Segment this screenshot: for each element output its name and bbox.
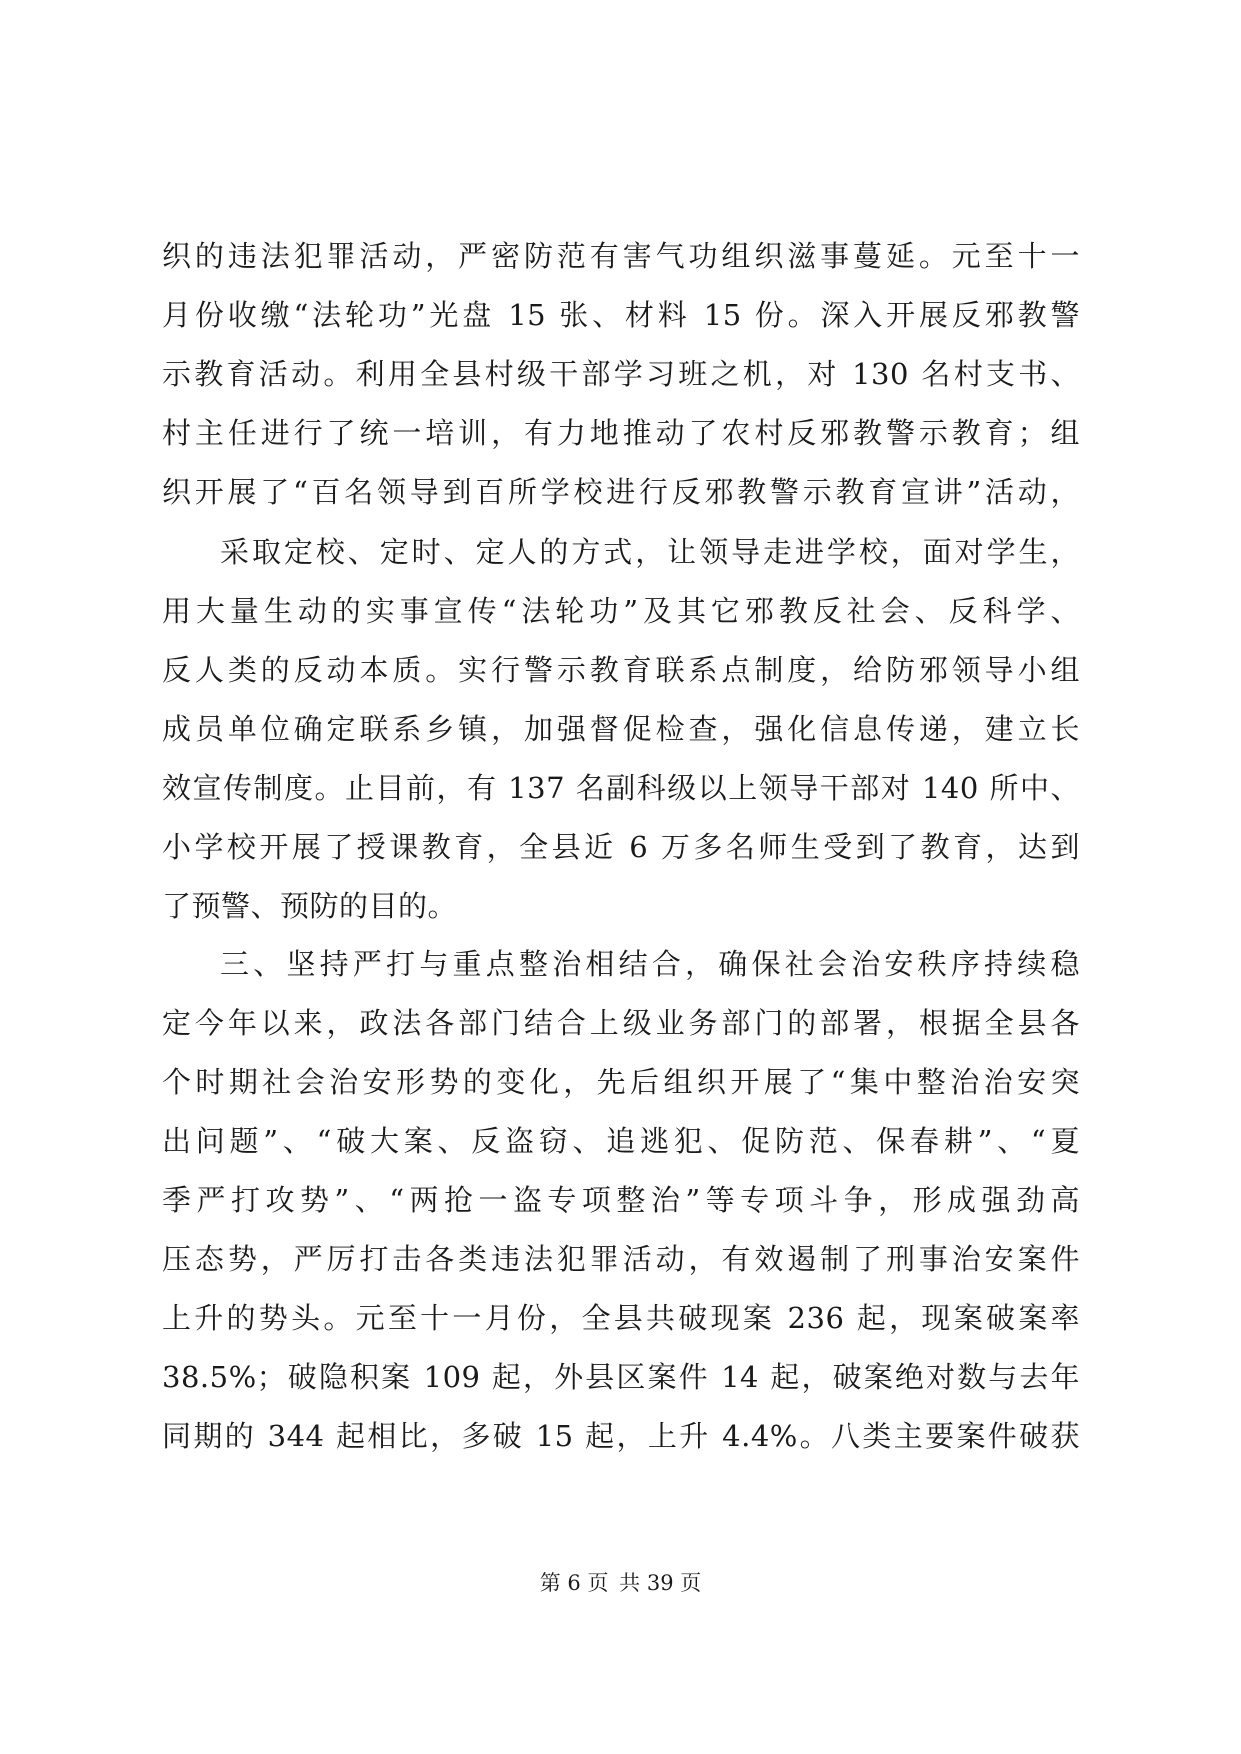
text-line: 上升的势头。元至十一月份，全县共破现案 236 起，现案破案率: [162, 1301, 1080, 1335]
text-line: 反人类的反动本质。实行警示教育联系点制度，给防邪领导小组: [162, 653, 1080, 687]
total-pages: 共 39 页: [619, 1571, 702, 1595]
text-line: 定今年以来，政法各部门结合上级业务部门的部署，根据全县各: [162, 1006, 1080, 1040]
text-line: 示教育活动。利用全县村级干部学习班之机，对 130 名村支书、: [162, 357, 1080, 391]
text-line: 织开展了“百名领导到百所学校进行反邪教警示教育宣讲”活动，: [162, 475, 1080, 509]
page-number: 第 6 页: [539, 1571, 609, 1595]
text-line: 个时期社会治安形势的变化，先后组织开展了“集中整治治安突: [162, 1065, 1080, 1099]
text-line: 了预警、预防的目的。: [162, 889, 458, 923]
page-footer: [0, 1568, 1241, 1598]
text-line: 用大量生动的实事宣传“法轮功”及其它邪教反社会、反科学、: [162, 594, 1080, 628]
text-line: 38.5%；破隐积案 109 起，外县区案件 14 起，破案绝对数与去年: [162, 1360, 1080, 1394]
text-line: 同期的 344 起相比，多破 15 起，上升 4.4%。八类主要案件破获: [162, 1419, 1080, 1453]
text-line: 小学校开展了授课教育，全县近 6 万多名师生受到了教育，达到: [162, 830, 1080, 864]
text-line: 采取定校、定时、定人的方式，让领导走进学校，面对学生，: [220, 535, 1080, 569]
paragraph-1: [162, 227, 1080, 522]
text-line: 成员单位确定联系乡镇，加强督促检查，强化信息传递，建立长: [162, 712, 1080, 746]
text-line: 村主任进行了统一培训，有力地推动了农村反邪教警示教育；组: [162, 416, 1080, 450]
text-line: 织的违法犯罪活动，严密防范有害气功组织滋事蔓延。元至十一: [162, 239, 1080, 273]
text-line: 季严打攻势”、“两抢一盗专项整治”等专项斗争，形成强劲高: [162, 1183, 1080, 1217]
paragraph-2: [162, 523, 1080, 936]
paragraph-3: [162, 935, 1080, 1466]
text-line: 三、坚持严打与重点整治相结合，确保社会治安秩序持续稳: [220, 947, 1080, 981]
text-line: 压态势，严厉打击各类违法犯罪活动，有效遏制了刑事治安案件: [162, 1242, 1080, 1276]
text-line: 效宣传制度。止目前，有 137 名副科级以上领导干部对 140 所中、: [162, 771, 1080, 805]
text-line: 月份收缴“法轮功”光盘 15 张、材料 15 份。深入开展反邪教警: [162, 298, 1080, 332]
text-line: 出问题”、“破大案、反盗窃、追逃犯、促防范、保春耕”、“夏: [162, 1124, 1080, 1158]
